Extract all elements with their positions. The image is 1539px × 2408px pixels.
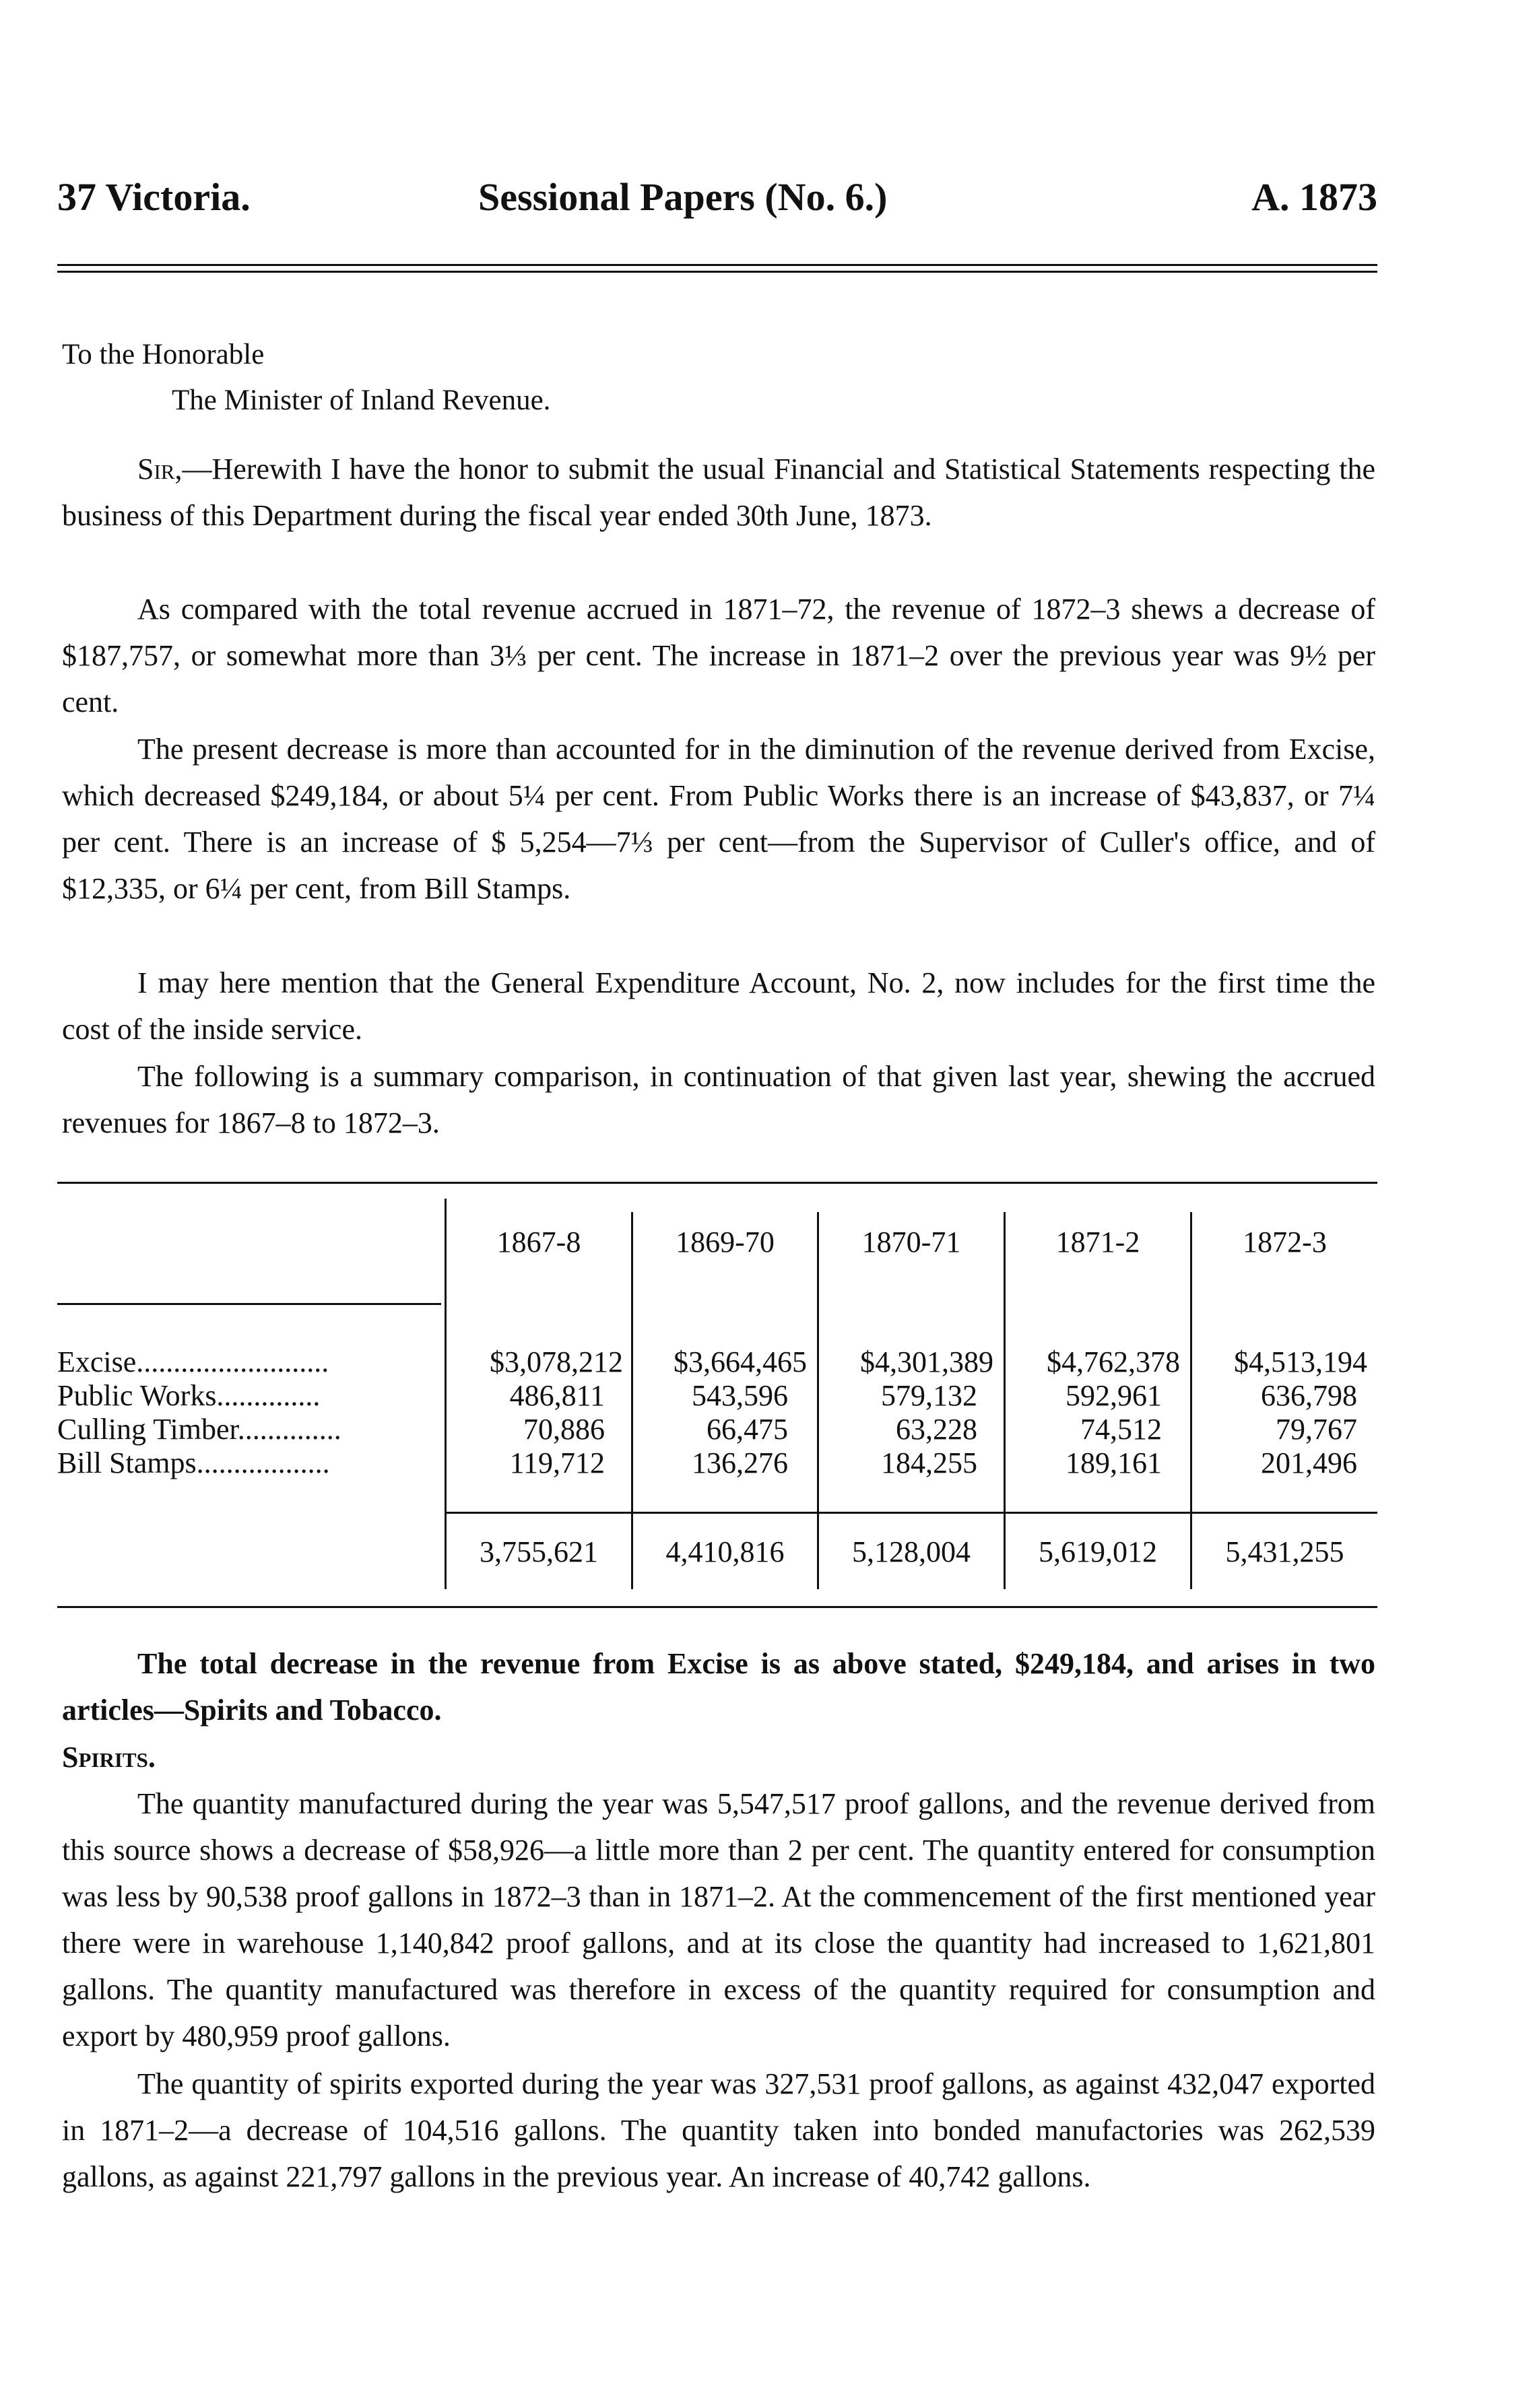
header-title: Sessional Papers (No. 6.) bbox=[478, 175, 888, 219]
salutation-line-2: The Minister of Inland Revenue. bbox=[172, 384, 551, 416]
column-header-1871-2: 1871-2 bbox=[1055, 1226, 1140, 1259]
total-1871-2: 5,619,012 bbox=[1039, 1535, 1157, 1568]
header-year: A. 1873 bbox=[1251, 175, 1377, 219]
row-label-culling-timber: Culling Timber.............. bbox=[57, 1413, 341, 1446]
table-rule-total bbox=[445, 1512, 1377, 1514]
table-cell: $4,301,389 bbox=[860, 1345, 993, 1378]
table-cell: $3,078,212 bbox=[490, 1345, 623, 1378]
row-label-bill-stamps: Bill Stamps.................. bbox=[57, 1446, 330, 1479]
table-cell: 543,596 bbox=[692, 1379, 788, 1412]
revenue-summary-table bbox=[57, 1182, 1377, 1613]
table-cell: 184,255 bbox=[881, 1446, 977, 1479]
table-cell: $3,664,465 bbox=[674, 1345, 807, 1378]
row-label-public-works: Public Works.............. bbox=[57, 1379, 321, 1412]
total-1869-70: 4,410,816 bbox=[665, 1535, 785, 1568]
paragraph-revenue-comparison: As compared with the total revenue accrued in 1871–72, the revenue of 1872–3 shews a decrease of $187,757, or somewhat more than 3⅓ per cent. The increase in 1871–2 over the previous year was 9½ per cent. bbox=[62, 593, 1375, 718]
column-header-1867-8: 1867-8 bbox=[496, 1226, 581, 1259]
column-header-1869-70: 1869-70 bbox=[676, 1226, 775, 1259]
paragraph-excise-decrease: The total decrease in the revenue from Excise is as above stated, $249,184, and arises in two articles—Spirits and Tobacco. bbox=[62, 1647, 1375, 1727]
paragraph-intro bbox=[62, 446, 1375, 539]
table-cell: 486,811 bbox=[509, 1379, 605, 1412]
table-cell: 201,496 bbox=[1261, 1446, 1357, 1479]
table-cell: 70,886 bbox=[523, 1413, 605, 1446]
row-label-excise: Excise.......................... bbox=[57, 1345, 329, 1378]
paragraph-intro-text: —Herewith I have the honor to submit the usual Financial and Statistical Statements respecting the business of this Department during the fiscal year ended 30th June, 1873. bbox=[62, 453, 1375, 532]
column-header-1872-3: 1872-3 bbox=[1243, 1226, 1327, 1259]
table-cell: 74,512 bbox=[1080, 1413, 1162, 1446]
paragraph-decrease-details: The present decrease is more than accounted for in the diminution of the revenue derived from Excise, which decreased $249,184, or about 5¼ per cent. From Public Works there is an increase of $43,837, or 7¼ per cent. There is an increase of $ 5,254—7⅓ per cent—from the Supervisor of Culler's office, and of $12,335, or 6¼ per cent, from Bill Stamps. bbox=[62, 733, 1375, 905]
header-rule-top bbox=[57, 264, 1377, 266]
total-1872-3: 5,431,255 bbox=[1225, 1535, 1344, 1568]
table-cell: $4,513,194 bbox=[1234, 1345, 1367, 1378]
section-heading-spirits: Spirits. bbox=[62, 1741, 156, 1774]
paragraph-expenditure-note: I may here mention that the General Expenditure Account, No. 2, now includes for the first time the cost of the inside service. bbox=[62, 966, 1375, 1046]
table-cell: 136,276 bbox=[692, 1446, 788, 1479]
salutation-sir: Sir, bbox=[137, 453, 183, 486]
table-cell: 66,475 bbox=[707, 1413, 788, 1446]
table-cell: $4,762,378 bbox=[1047, 1345, 1180, 1378]
table-cell: 189,161 bbox=[1066, 1446, 1162, 1479]
table-rule-bottom bbox=[57, 1606, 1377, 1608]
page-header bbox=[57, 174, 1377, 221]
paragraph-summary-intro: The following is a summary comparison, in continuation of that given last year, shewing the accrued revenues for 1867–8 to 1872–3. bbox=[62, 1060, 1375, 1139]
total-1870-71: 5,128,004 bbox=[852, 1535, 971, 1568]
salutation-line-1: To the Honorable bbox=[62, 339, 265, 370]
paragraph-spirits-manufactured: The quantity manufactured during the year was 5,547,517 proof gallons, and the revenue derived from this source shows a decrease of $58,926—a little more than 2 per cent. The quantity entered for consumption was less by 90,538 proof gallons in 1872–3 than in 1871–2. At the commencement of the first mentioned year there were in warehouse 1,140,842 proof gallons, and at its close the quantity had increased to 1,621,801 gallons. The quantity manufactured was therefore in excess of the quantity required for consumption and export by 480,959 proof gallons. bbox=[62, 1787, 1375, 2052]
table-cell: 579,132 bbox=[881, 1379, 977, 1412]
table-cell: 592,961 bbox=[1066, 1379, 1162, 1412]
total-1867-8: 3,755,621 bbox=[480, 1535, 598, 1568]
header-rule-bottom bbox=[57, 271, 1377, 273]
header-session: 37 Victoria. bbox=[57, 175, 251, 219]
paragraph-spirits-exported: The quantity of spirits exported during the year was 327,531 proof gallons, as against 432,047 exported in 1871–2—a decrease of 104,516 gallons. The quantity taken into bonded manufactories was 262,539 gallons, as against 221,797 gallons in the previous year. An increase of 40,742 gallons. bbox=[62, 2067, 1375, 2193]
table-cell: 79,767 bbox=[1276, 1413, 1357, 1446]
table-cell: 119,712 bbox=[509, 1446, 605, 1479]
table-rule-label-column bbox=[57, 1303, 441, 1305]
table-cell: 636,798 bbox=[1261, 1379, 1357, 1412]
table-cell: 63,228 bbox=[896, 1413, 977, 1446]
table-rule-top bbox=[57, 1182, 1377, 1184]
column-header-1870-71: 1870-71 bbox=[861, 1226, 961, 1259]
